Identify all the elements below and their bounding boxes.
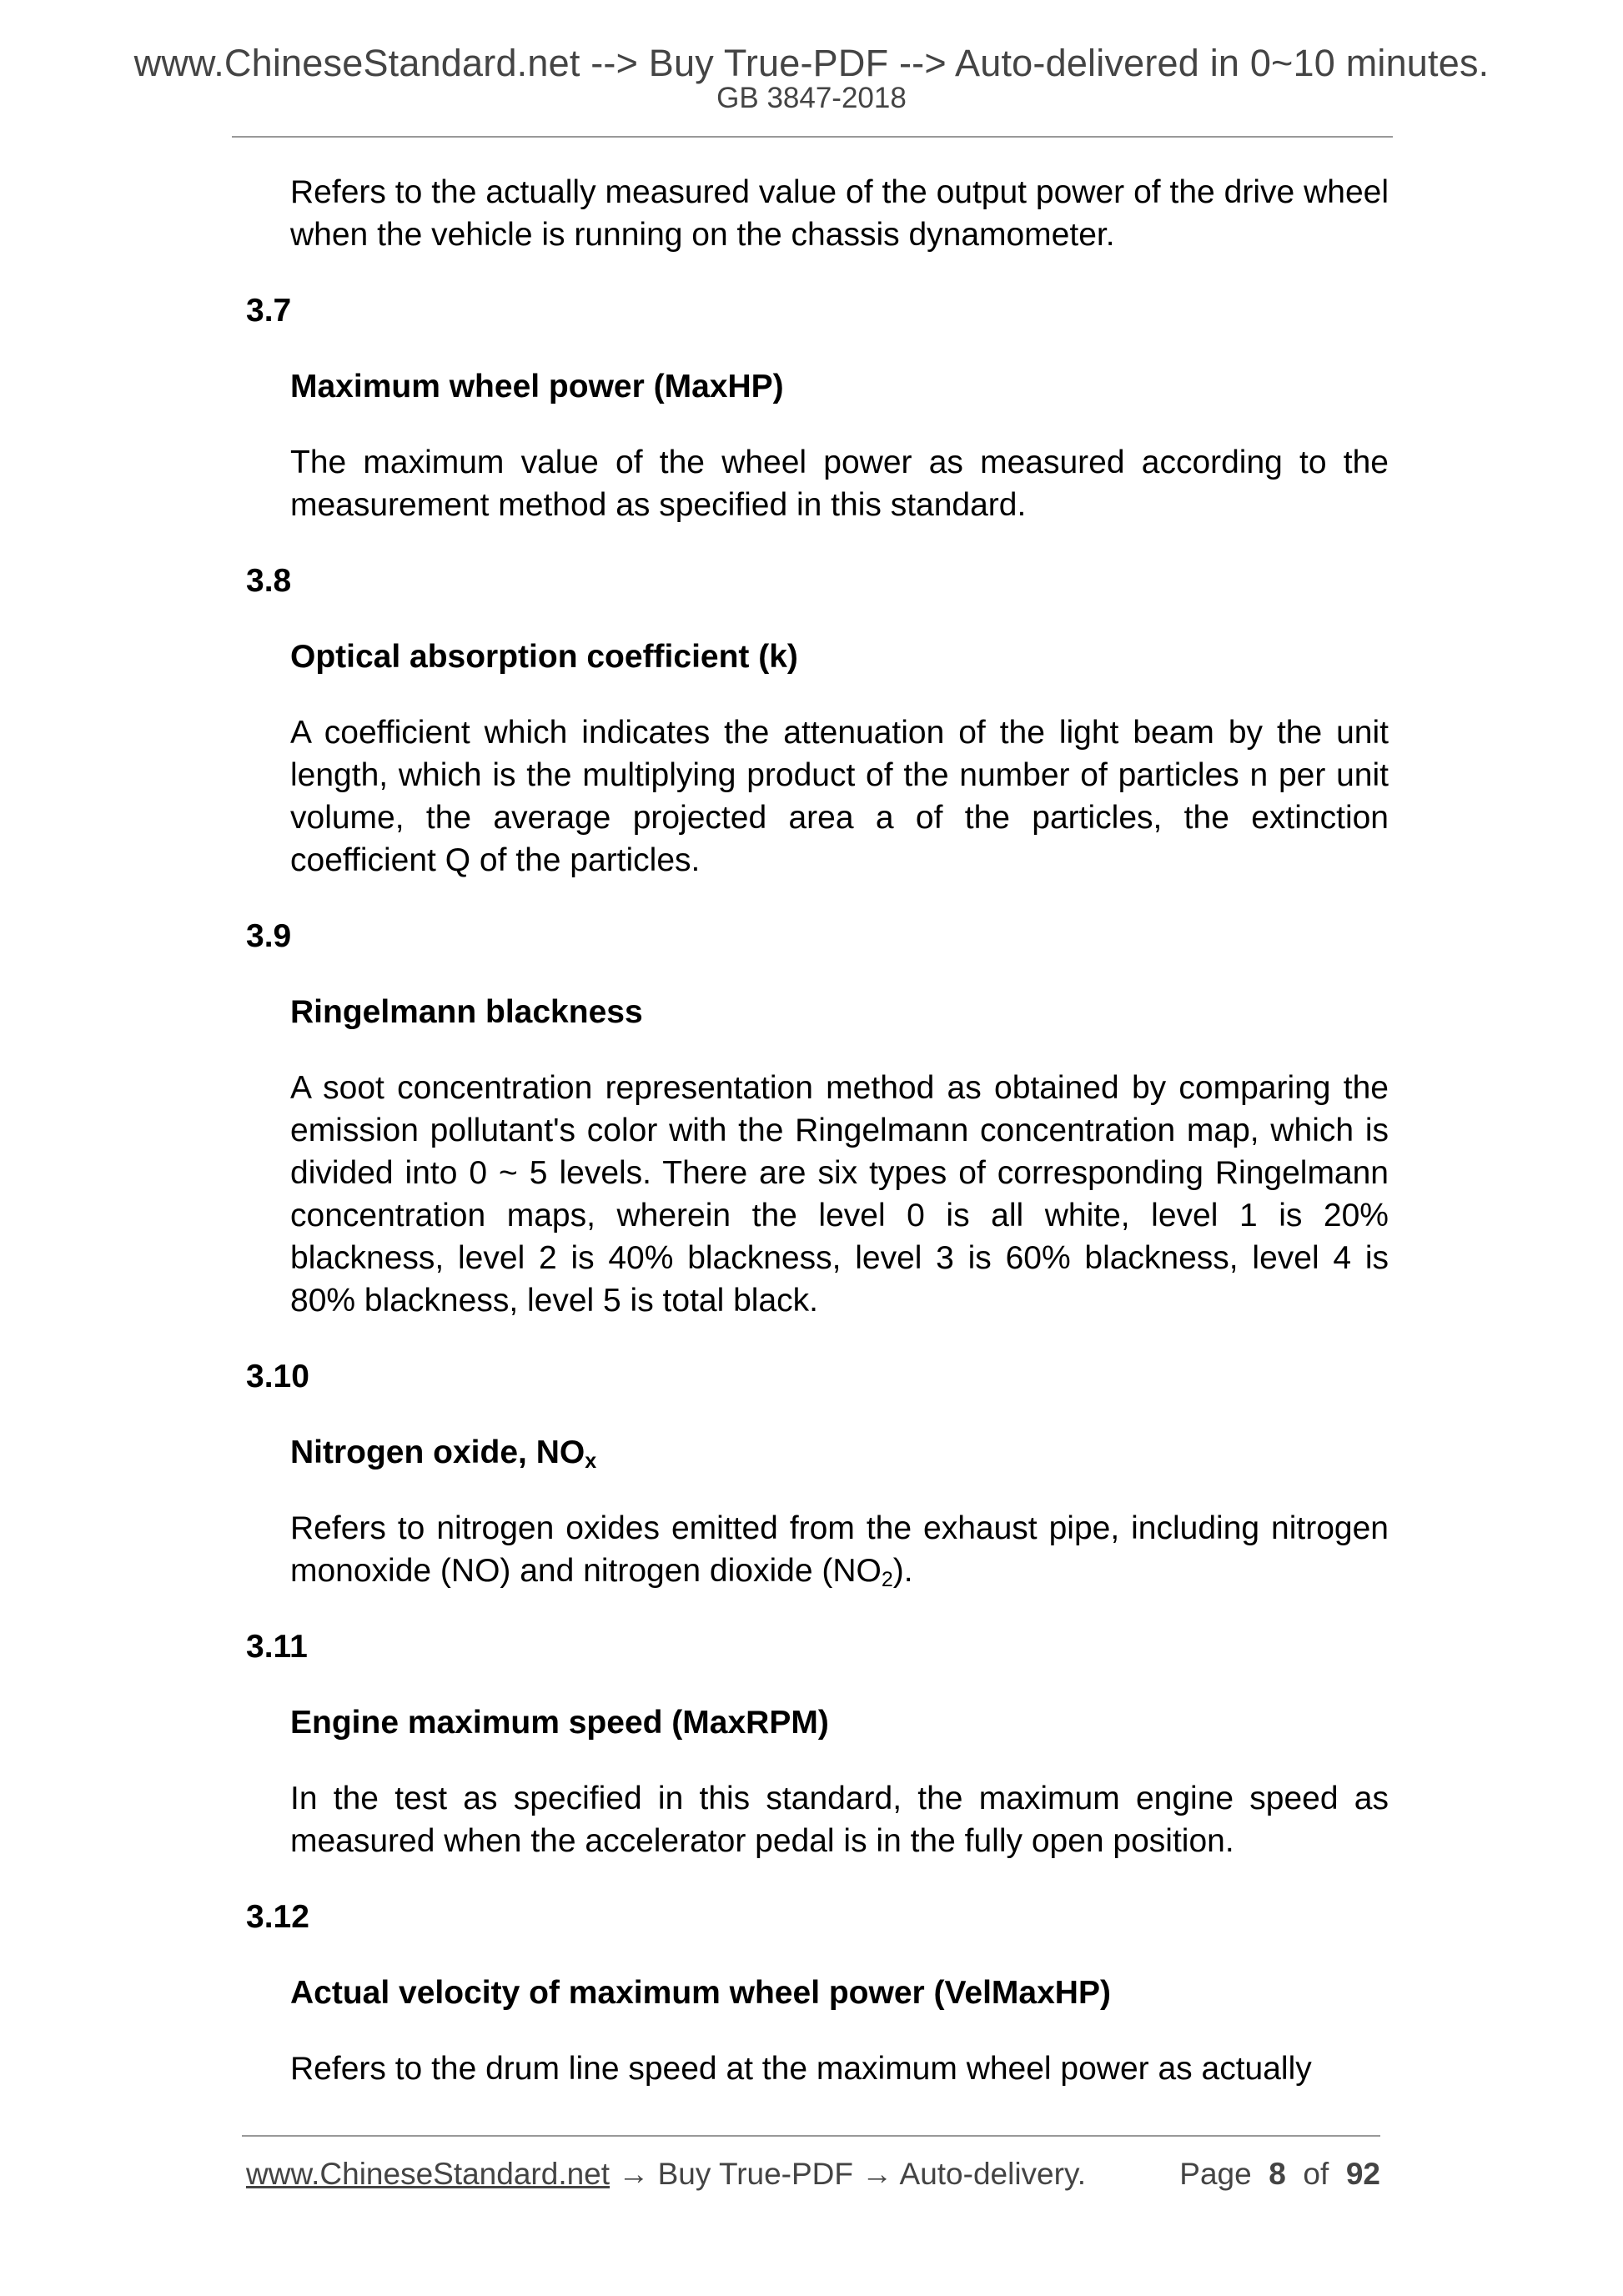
site-banner: www.ChineseStandard.net --> Buy True-PDF --> Auto-delivered in 0~10 minutes. [133, 42, 1490, 84]
definition-text: Refers to nitrogen oxides emitted from the exhaust pipe, including nitrogen monoxide (NO) and nitrogen dioxide (NO [290, 1510, 1389, 1589]
header-divider [232, 136, 1393, 138]
section-term-3-7: Maximum wheel power (MaxHP) [290, 369, 784, 404]
intro-paragraph: Refers to the actually measured value of the output power of the drive wheel when the vehicle is running on the chassis dynamometer. [290, 174, 1389, 253]
section-definition-3-9: A soot concentration representation method as obtained by comparing the emission pollutant's color with the Ringelmann concentration map, which is divided into 0 ~ 5 levels. There are six types of corresponding Ringelmann concentration maps, wherein the level 0 is all white, level 1 is 20% blackness, level 2 is 40% blackness, level 3 is 60% blackness, level 4 is 80% blackness, level 5 is total black. [290, 1070, 1389, 1319]
page-label: Page [1179, 2157, 1252, 2191]
section-term-3-12: Actual velocity of maximum wheel power (VelMaxHP) [290, 1975, 1111, 2011]
page-current: 8 [1269, 2157, 1286, 2191]
section-definition-3-11: In the test as specified in this standard, the maximum engine speed as measured when the accelerator pedal is in the fully open position. [290, 1781, 1389, 1859]
section-number-3-11: 3.11 [246, 1629, 308, 1665]
definition-end: ). [892, 1553, 913, 1589]
document-body [246, 171, 1389, 2090]
footer-tagline: → Buy True-PDF → Auto-delivery. [610, 2157, 1086, 2191]
page-total: 92 [1345, 2157, 1380, 2191]
section-definition-3-12: Refers to the drum line speed at the maximum wheel power as actually [290, 2051, 1312, 2087]
section-number-3-7: 3.7 [246, 293, 292, 329]
section-definition-3-8: A coefficient which indicates the attenuation of the light beam by the unit length, which is the multiplying product of the number of particles n per unit volume, the average projected area a of the particles, the extinction coefficient Q of the particles. [290, 715, 1389, 878]
footer-divider [242, 2135, 1380, 2137]
footer-site-link[interactable]: www.ChineseStandard.net [246, 2157, 611, 2191]
page-of: of [1303, 2157, 1329, 2191]
section-number-3-10: 3.10 [246, 1359, 309, 1394]
section-number-3-9: 3.9 [246, 918, 292, 954]
section-term-3-9: Ringelmann blackness [290, 994, 643, 1030]
section-definition-3-7: The maximum value of the wheel power as measured according to the measurement method as specified in this standard. [290, 445, 1389, 523]
term-subscript: x [585, 1449, 597, 1473]
section-definition-3-10 [290, 1507, 1389, 1592]
definition-subscript: 2 [881, 1568, 893, 1591]
document-id: GB 3847-2018 [716, 82, 907, 114]
section-term-3-11: Engine maximum speed (MaxRPM) [290, 1705, 829, 1741]
term-text: Nitrogen oxide, NO [290, 1434, 585, 1470]
section-number-3-8: 3.8 [246, 563, 292, 599]
section-term-3-10 [290, 1431, 1389, 1474]
section-term-3-8: Optical absorption coefficient (k) [290, 639, 798, 675]
page-indicator [1179, 2157, 1380, 2192]
section-number-3-12: 3.12 [246, 1899, 309, 1935]
page-footer [246, 2157, 1380, 2192]
